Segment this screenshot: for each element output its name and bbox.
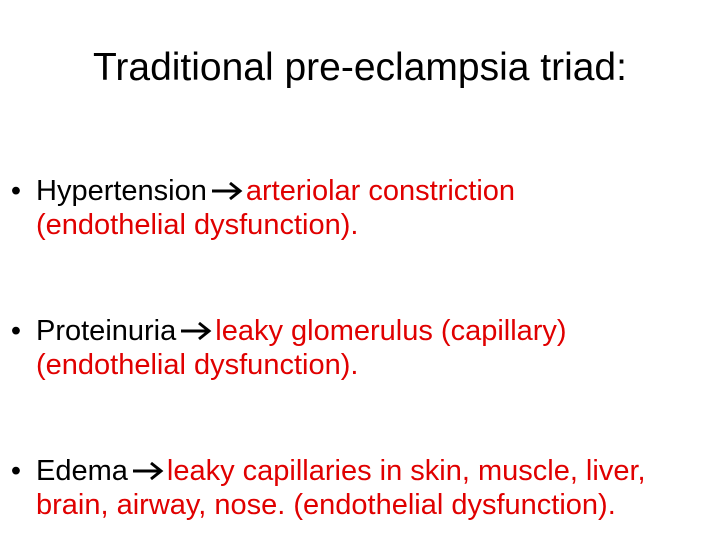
bullet-marker: • bbox=[10, 175, 22, 207]
bullet-explanation: arteriolar constriction bbox=[245, 175, 516, 207]
bullet-explanation: leaky glomerulus (capillary) bbox=[215, 315, 567, 347]
bullet-marker: • bbox=[10, 315, 22, 347]
list-item bbox=[10, 454, 718, 522]
bullet-list bbox=[10, 174, 718, 522]
bullet-marker: • bbox=[10, 455, 22, 487]
bullet-line-1 bbox=[36, 314, 718, 348]
bullet-term: Edema bbox=[36, 455, 128, 487]
bullet-explanation: leaky capillaries in skin, muscle, liver, bbox=[166, 455, 646, 487]
bullet-term: Proteinuria bbox=[36, 315, 177, 347]
right-arrow-icon bbox=[179, 320, 213, 342]
right-arrow-icon bbox=[210, 180, 244, 202]
bullet-line-2: (endothelial dysfunction). bbox=[36, 209, 359, 241]
right-arrow-icon bbox=[131, 460, 165, 482]
list-item bbox=[10, 174, 718, 242]
bullet-line-1 bbox=[36, 174, 718, 208]
bullet-line-1 bbox=[36, 454, 718, 488]
bullet-term: Hypertension bbox=[36, 175, 207, 207]
list-item bbox=[10, 314, 718, 382]
slide-title: Traditional pre-eclampsia triad: bbox=[93, 46, 627, 89]
bullet-line-2: (endothelial dysfunction). bbox=[36, 349, 359, 381]
bullet-line-2: brain, airway, nose. (endothelial dysfunction). bbox=[36, 489, 616, 521]
